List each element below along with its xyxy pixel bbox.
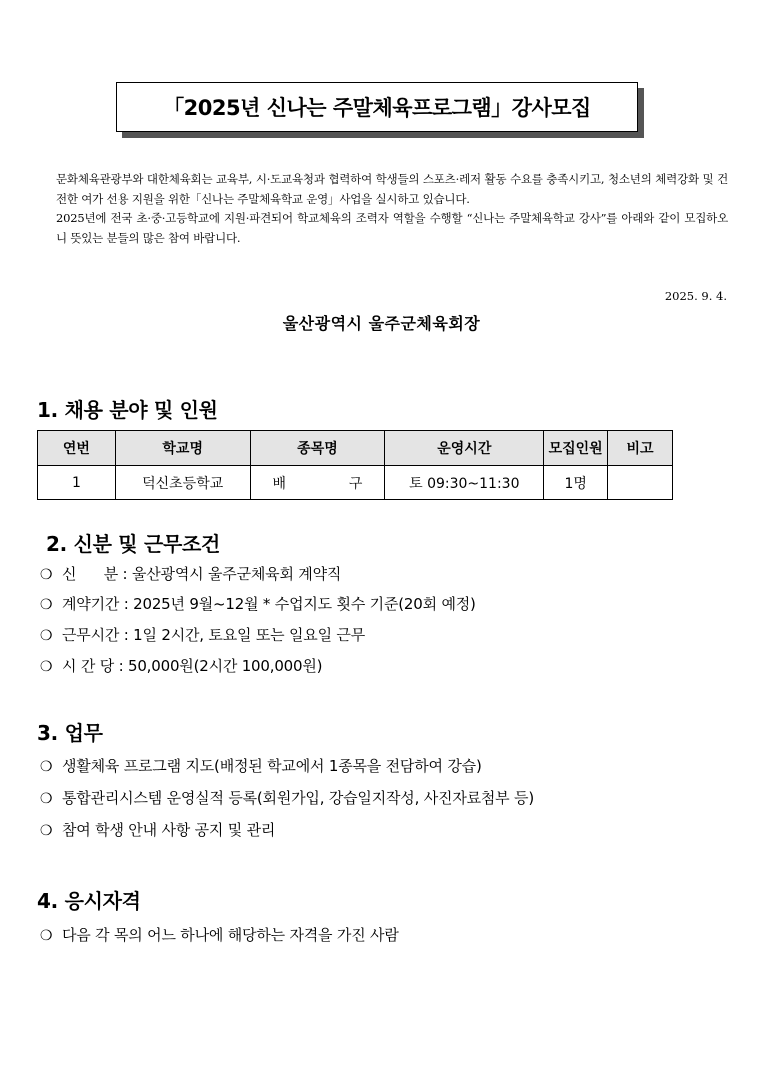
section-2-heading: 2. 신분 및 근무조건 (46, 532, 221, 556)
col-header-school: 학교명 (115, 431, 250, 466)
circle-bullet-icon: ❍ (40, 628, 53, 644)
list-item (40, 593, 476, 614)
list-item-text: 근무시간 : 1일 2시간, 토요일 또는 일요일 근무 (62, 626, 366, 644)
cell-note (608, 466, 673, 500)
circle-bullet-icon: ❍ (40, 759, 53, 775)
intro-paragraph-2: 2025년에 전국 초·중·고등학교에 지원·파견되어 학교체육의 조력자 역할을 수행할 “신나는 주말체육학교 강사”를 아래와 같이 모집하오니 뜻있는 분들의 많은 참여 바랍니다. (56, 211, 728, 245)
cell-sport (250, 466, 385, 500)
cell-count: 1명 (544, 466, 608, 500)
intro-text (56, 170, 728, 248)
circle-bullet-icon: ❍ (40, 659, 53, 675)
list-item (40, 924, 399, 945)
list-item (40, 819, 275, 840)
cell-time: 토 09:30~11:30 (385, 466, 544, 500)
list-item-text: 계약기간 : 2025년 9월~12월 * 수업지도 횟수 기준(20회 예정) (62, 595, 476, 613)
col-header-time: 운영시간 (385, 431, 544, 466)
section-1-heading: 1. 채용 분야 및 인원 (37, 398, 218, 422)
table-row (38, 466, 673, 500)
cell-no: 1 (38, 466, 116, 500)
cell-sport-char-1: 배 (272, 475, 287, 492)
table-header-row (38, 431, 673, 466)
list-item (40, 624, 365, 645)
list-item-text: 신 분 : 울산광역시 울주군체육회 계약직 (62, 565, 342, 583)
circle-bullet-icon: ❍ (40, 567, 53, 583)
list-item-text: 생활체육 프로그램 지도(배정된 학교에서 1종목을 전담하여 강습) (62, 757, 482, 775)
circle-bullet-icon: ❍ (40, 928, 53, 944)
section-4-heading: 4. 응시자격 (37, 889, 141, 913)
cell-sport-char-2: 구 (348, 475, 363, 492)
col-header-count: 모집인원 (544, 431, 608, 466)
document-title-text: 「2025년 신나는 주말체육프로그램」강사모집 (163, 96, 591, 120)
circle-bullet-icon: ❍ (40, 597, 53, 613)
list-item (40, 787, 534, 808)
col-header-sport: 종목명 (250, 431, 385, 466)
announcement-date: 2025. 9. 4. (664, 289, 727, 303)
intro-paragraph-1: 문화체육관광부와 대한체육회는 교육부, 시·도교육청과 협력하여 학생들의 스포츠·레저 활동 수요를 충족시키고, 청소년의 체력강화 및 건전한 여가 선용 지원을 위한「신나는 주말체육학교 운영」사업을 실시하고 있습니다. (56, 172, 728, 206)
list-item (40, 755, 482, 776)
organization-name: 울산광역시 울주군체육회장 (282, 314, 481, 333)
list-item (40, 655, 322, 676)
document-title (116, 82, 638, 132)
cell-school: 덕신초등학교 (115, 466, 250, 500)
list-item (40, 563, 341, 584)
list-item-text: 다음 각 목의 어느 하나에 해당하는 자격을 가진 사람 (62, 926, 399, 944)
circle-bullet-icon: ❍ (40, 791, 53, 807)
list-item-text: 참여 학생 안내 사항 공지 및 관리 (62, 821, 276, 839)
recruitment-table (37, 430, 673, 500)
list-item-text: 통합관리시스템 운영실적 등록(회원가입, 강습일지작성, 사진자료첨부 등) (62, 789, 534, 807)
list-item-text: 시 간 당 : 50,000원(2시간 100,000원) (62, 657, 323, 675)
circle-bullet-icon: ❍ (40, 823, 53, 839)
col-header-no: 연번 (38, 431, 116, 466)
col-header-note: 비고 (608, 431, 673, 466)
section-3-heading: 3. 업무 (37, 721, 103, 745)
